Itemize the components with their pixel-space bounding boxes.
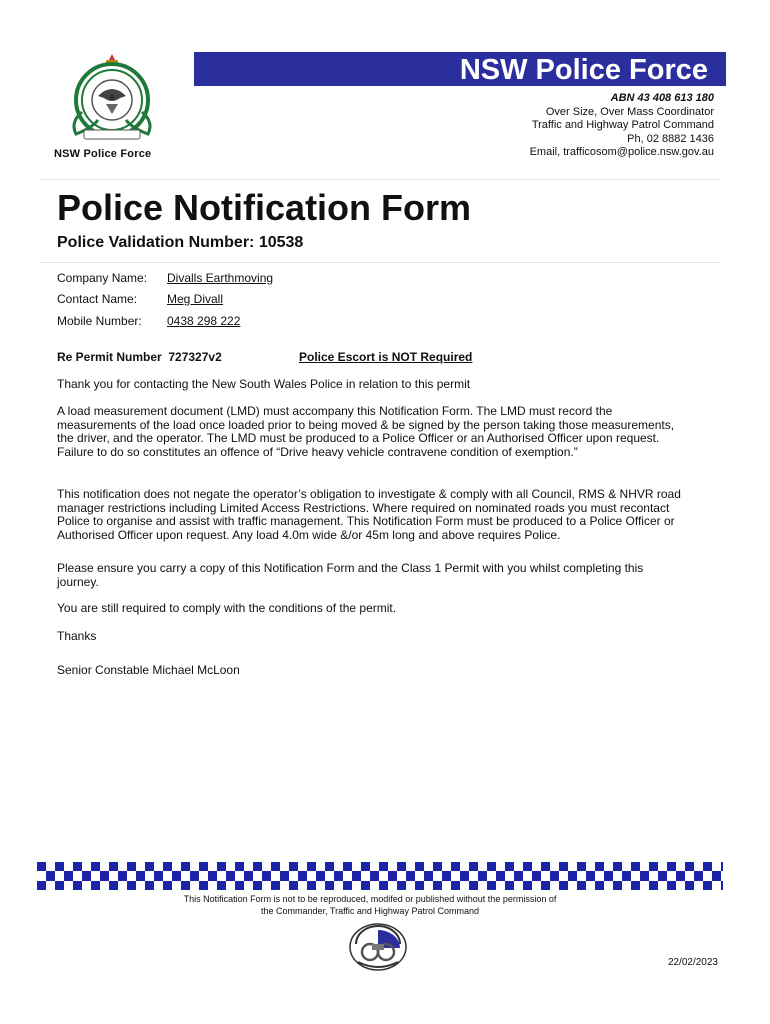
divider bbox=[40, 262, 720, 263]
paragraph-thanks: Thanks bbox=[57, 629, 97, 643]
highway-patrol-badge-logo bbox=[348, 922, 408, 972]
banner-title: NSW Police Force bbox=[459, 54, 708, 86]
permit-number: Re Permit Number 727327v2 bbox=[57, 350, 222, 364]
divider bbox=[40, 179, 720, 180]
paragraph-carry-copy: Please ensure you carry a copy of this Notification Form and the Class 1 Permit with you whilst completing this journey. bbox=[57, 561, 644, 589]
issue-date: 22/02/2023 bbox=[667, 957, 718, 968]
header-banner bbox=[194, 52, 726, 86]
company-row bbox=[57, 271, 273, 285]
footer-note-line: the Commander, Traffic and Highway Patrol Command bbox=[261, 905, 479, 916]
paragraph-lmd: A load measurement document (LMD) must accompany this Notification Form. The LMD must record the measurements of the load once loaded prior to being moved & be signed by the person taking those measurements, the driver, and the operator. The LMD must be produced to a Police Officer or an Authorised Officer upon request. Failure to do so constitutes an offence of “Drive heavy vehicle contravene condition of exemption.” bbox=[57, 404, 675, 459]
validation-number: Police Validation Number: 10538 bbox=[57, 234, 304, 251]
footer-note-line: This Notification Form is not to be reproduced, modifed or published without the permission of bbox=[183, 894, 557, 904]
abn-number: ABN 43 408 613 180 bbox=[610, 92, 714, 104]
company-value: Divalls Earthmoving bbox=[167, 271, 274, 285]
checker-band bbox=[37, 862, 723, 890]
contact-label: Contact Name: bbox=[57, 292, 138, 306]
paragraph-intro: Thank you for contacting the New South Wales Police in relation to this permit bbox=[57, 377, 471, 391]
contact-line: Ph, 02 8882 1436 bbox=[627, 132, 714, 145]
paragraph-obligations: This notification does not negate the operator’s obligation to investigate & comply with all Council, RMS & NHVR road manager restrictions including Limited Access Restrictions. Where required on nominated roads you must recontact Police to organise and assist with traffic management. This Notification Form must be produced to a Police Officer or Authorised Officer upon request. Any load 4.0m wide &/or 45m long and above requires Police. bbox=[57, 487, 681, 542]
nsw-police-crest-logo bbox=[62, 52, 162, 148]
contact-email: Email, trafficosom@police.nsw.gov.au bbox=[529, 146, 714, 158]
form-title: Police Notification Form bbox=[57, 187, 472, 228]
contact-block bbox=[530, 92, 714, 160]
paragraph-conditions: You are still required to comply with the conditions of the permit. bbox=[57, 601, 397, 615]
logo-caption: NSW Police Force bbox=[54, 148, 152, 160]
mobile-label: Mobile Number: bbox=[57, 314, 142, 328]
mobile-value: 0438 298 222 bbox=[167, 314, 241, 328]
contact-row bbox=[57, 292, 223, 306]
contact-line: Over Size, Over Mass Coordinator bbox=[545, 105, 714, 118]
company-label: Company Name: bbox=[57, 271, 148, 285]
signature-name: Senior Constable Michael McLoon bbox=[57, 663, 240, 677]
escort-status: Police Escort is NOT Required bbox=[299, 350, 473, 364]
footer-note bbox=[120, 894, 620, 917]
contact-line: Traffic and Highway Patrol Command bbox=[531, 119, 714, 131]
mobile-row bbox=[57, 314, 240, 328]
contact-value: Meg Divall bbox=[167, 292, 224, 306]
